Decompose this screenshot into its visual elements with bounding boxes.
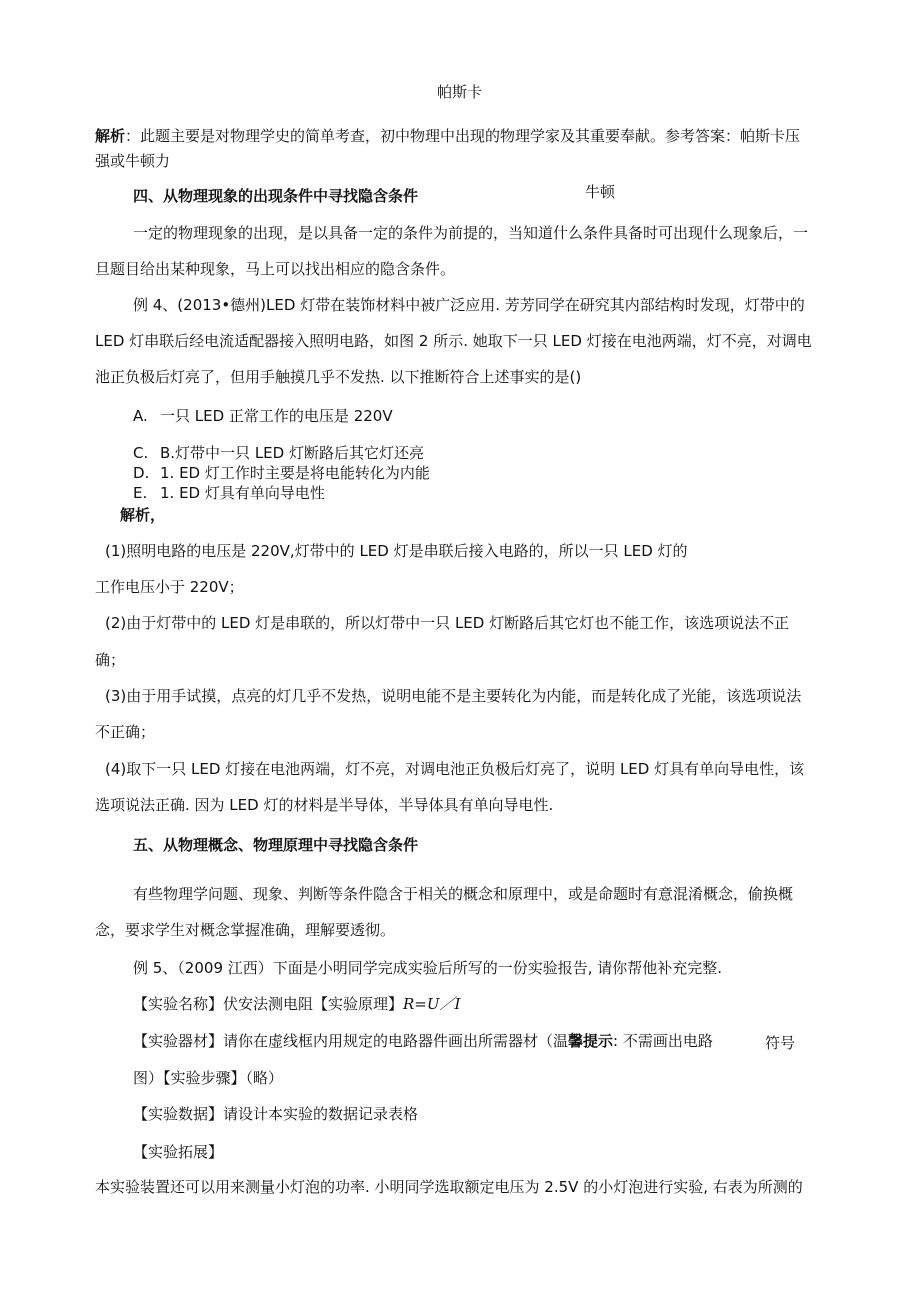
equipment-text-c: : 不需画出电路 bbox=[613, 1032, 713, 1050]
option-c-letter: C. bbox=[133, 444, 149, 462]
example-4-line-2: LED 灯串联后经电流适配器接入照明电路，如图 2 所示. 她取下一只 LED 灯接在电池两端，灯不亮，对调电 bbox=[95, 332, 812, 350]
experiment-equipment-line bbox=[133, 1031, 713, 1051]
paragraph-1-line-1: 一定的物理现象的出现，是以具备一定的条件为前提的，当知道什么条件具备时可出现什么现象后，一 bbox=[133, 224, 809, 242]
step-4-line-1: (4)取下一只 LED 灯接在电池两端，灯不亮，对调电池正负极后灯亮了，说明 LED 灯具有单向导电性，该 bbox=[105, 760, 805, 778]
step-1-line-2: 工作电压小于 220V； bbox=[95, 578, 244, 596]
experiment-steps-line: 图）【实验步骤】（略） bbox=[133, 1069, 284, 1087]
paragraph-2-line-1: 有些物理学问题、现象、判断等条件隐含于相关的概念和原理中，或是命题时有意混淆概念，偷换概 bbox=[133, 885, 794, 903]
step-1-line-1: (1)照明电路的电压是 220V,灯带中的 LED 灯是串联后接入电路的，所以一只 LED 灯的 bbox=[105, 542, 688, 560]
experiment-extension-line: 【实验拓展】 bbox=[133, 1143, 224, 1161]
example-4-line-3: 池正负极后灯亮了，但用手触摸几乎不发热. 以下推断符合上述事实的是() bbox=[95, 368, 582, 386]
symbol-label: 符号 bbox=[765, 1034, 796, 1052]
step-3-line-1: (3)由于用手试摸，点亮的灯几乎不发热，说明电能不是主要转化为内能，而是转化成了光能，该选项说法 bbox=[105, 687, 802, 705]
analysis-label: 解析 bbox=[95, 127, 126, 145]
option-e-letter: E. bbox=[133, 484, 148, 502]
step-2-line-2: 确； bbox=[95, 651, 126, 669]
analysis-colon: ： bbox=[125, 127, 141, 145]
step-3-line-2: 不正确； bbox=[95, 723, 156, 741]
newton-label: 牛顿 bbox=[585, 183, 616, 201]
heading-pascal: 帕斯卡 bbox=[437, 83, 483, 101]
option-d-letter: D. bbox=[133, 464, 150, 482]
analysis-text: 此题主要是对物理学史的简单考查，初中物理中出现的物理学家及其重要奉献。参考答案：帕斯卡压 bbox=[140, 127, 801, 145]
analysis-1-line-1 bbox=[95, 126, 800, 146]
analysis-2-label: 解析， bbox=[120, 506, 166, 524]
experiment-name-line bbox=[133, 994, 460, 1014]
paragraph-1-line-2: 旦题目给出某种现象，马上可以找出相应的隐含条件。 bbox=[95, 260, 456, 278]
equipment-text-a: 【实验器材】请你在虚线框内用规定的电路器件画出所需器材（温 bbox=[133, 1032, 569, 1050]
equipment-hint-label: 馨提示 bbox=[568, 1032, 614, 1050]
paragraph-2-line-2: 念，要求学生对概念掌握准确，理解要透彻。 bbox=[95, 921, 396, 939]
example-5-line: 例 5、（2009 江西）下面是小明同学完成实验后所写的一份实验报告, 请你帮他补充完整. bbox=[133, 959, 723, 977]
option-c bbox=[133, 443, 424, 463]
step-4-line-2: 选项说法正确. 因为 LED 灯的材料是半导体，半导体具有单向导电性. bbox=[95, 796, 554, 814]
option-e-text: 1. ED 灯具有单向导电性 bbox=[160, 484, 325, 502]
option-e bbox=[133, 483, 325, 503]
step-2-line-1: (2)由于灯带中的 LED 灯是串联的，所以灯带中一只 LED 灯断路后其它灯也不能工作，该选项说法不正 bbox=[105, 614, 790, 632]
experiment-data-line: 【实验数据】请设计本实验的数据记录表格 bbox=[133, 1105, 419, 1123]
section-4-title: 四、从物理现象的出现条件中寻找隐含条件 bbox=[133, 187, 419, 205]
experiment-formula: R=U／I bbox=[403, 995, 461, 1013]
example-4-line-1: 例 4、(2013•德州)LED 灯带在装饰材料中被广泛应用. 芳芳同学在研究其内部结构时发现，灯带中的 bbox=[133, 296, 805, 314]
option-c-text: B.灯带中一只 LED 灯断路后其它灯还亮 bbox=[160, 444, 424, 462]
option-a-letter: A. bbox=[133, 407, 148, 425]
experiment-name-text: 【实验名称】伏安法测电阻【实验原理】 bbox=[133, 995, 404, 1013]
option-d bbox=[133, 463, 430, 483]
option-a bbox=[133, 406, 393, 426]
option-a-text: 一只 LED 正常工作的电压是 220V bbox=[160, 407, 393, 425]
option-d-text: 1. ED 灯工作时主要是将电能转化为内能 bbox=[160, 464, 430, 482]
last-line: 本实验装置还可以用来测量小灯泡的功率. 小明同学选取额定电压为 2.5V 的小灯泡进行实验, 右表为所测的 bbox=[95, 1178, 803, 1196]
analysis-1-line-2: 强或牛顿力 bbox=[95, 152, 171, 170]
section-5-title: 五、从物理概念、物理原理中寻找隐含条件 bbox=[133, 836, 419, 854]
